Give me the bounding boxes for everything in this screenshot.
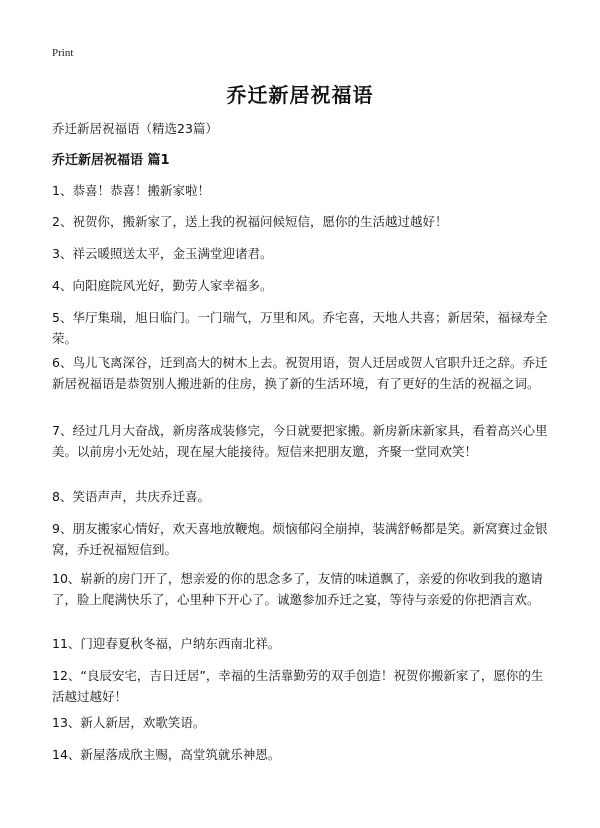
paragraph-7: 7、经过几月大奋战，新房落成装修完，今日就要把家搬。新房新床新家具，看着高兴心里美。以前房小无处站，现在屋大能接待。短信来把朋友邀，齐聚一堂同欢笑！ bbox=[52, 423, 548, 459]
paragraph-10: 10、崭新的房门开了，想亲爱的你的思念多了，友情的味道飘了，亲爱的你收到我的邀请了，脸上爬满快乐了，心里种下开心了。诚邀参加乔迁之宴，等待与亲爱的你把酒言欢。 bbox=[52, 571, 543, 607]
paragraph-9: 9、朋友搬家心情好，欢天喜地放鞭炮。烦恼郁闷全崩掉，装满舒畅都是笑。新窝赛过金银窝，乔迁祝福短信到。 bbox=[52, 521, 548, 557]
paragraph-12: 12、“良辰安宅，吉日迁居”，幸福的生活靠勤劳的双手创造！祝贺你搬新家了，愿你的生活越过越好！ bbox=[52, 668, 544, 704]
paragraph-4: 4、向阳庭院风光好，勤劳人家幸福多。 bbox=[52, 278, 273, 293]
paragraph-6: 6、鸟儿飞离深谷，迁到高大的树木上去。祝贺用语，贺人迁居或贺人官职升迁之辞。乔迁新居祝福语是恭贺别人搬进新的住房，换了新的生活环境，有了更好的生活的祝福之词。 bbox=[52, 355, 548, 391]
section-heading: 乔迁新居祝福语 篇1 bbox=[52, 153, 170, 168]
paragraph-3: 3、祥云暖照送太平，金玉满堂迎诸君。 bbox=[52, 246, 273, 261]
print-label: Print bbox=[52, 47, 74, 59]
paragraph-5: 5、华厅集瑞，旭日临门。一门瑞气，万里和风。乔宅喜，天地人共喜；新居荣，福禄寿全荣。 bbox=[52, 310, 548, 346]
document-subtitle: 乔迁新居祝福语（精选23篇） bbox=[52, 121, 218, 136]
paragraph-11: 11、门迎春夏秋冬福，户纳东西南北祥。 bbox=[52, 636, 281, 651]
page-title: 乔迁新居祝福语 bbox=[226, 83, 374, 107]
paragraph-14: 14、新屋落成欣主赐，高堂筑就乐神恩。 bbox=[52, 747, 281, 762]
paragraph-13: 13、新人新居，欢歌笑语。 bbox=[52, 715, 206, 730]
paragraph-2: 2、祝贺你，搬新家了，送上我的祝福问候短信，愿你的生活越过越好！ bbox=[52, 214, 448, 229]
paragraph-8: 8、笑语声声，共庆乔迁喜。 bbox=[52, 489, 210, 504]
paragraph-1: 1、恭喜！恭喜！搬新家啦！ bbox=[52, 183, 210, 198]
